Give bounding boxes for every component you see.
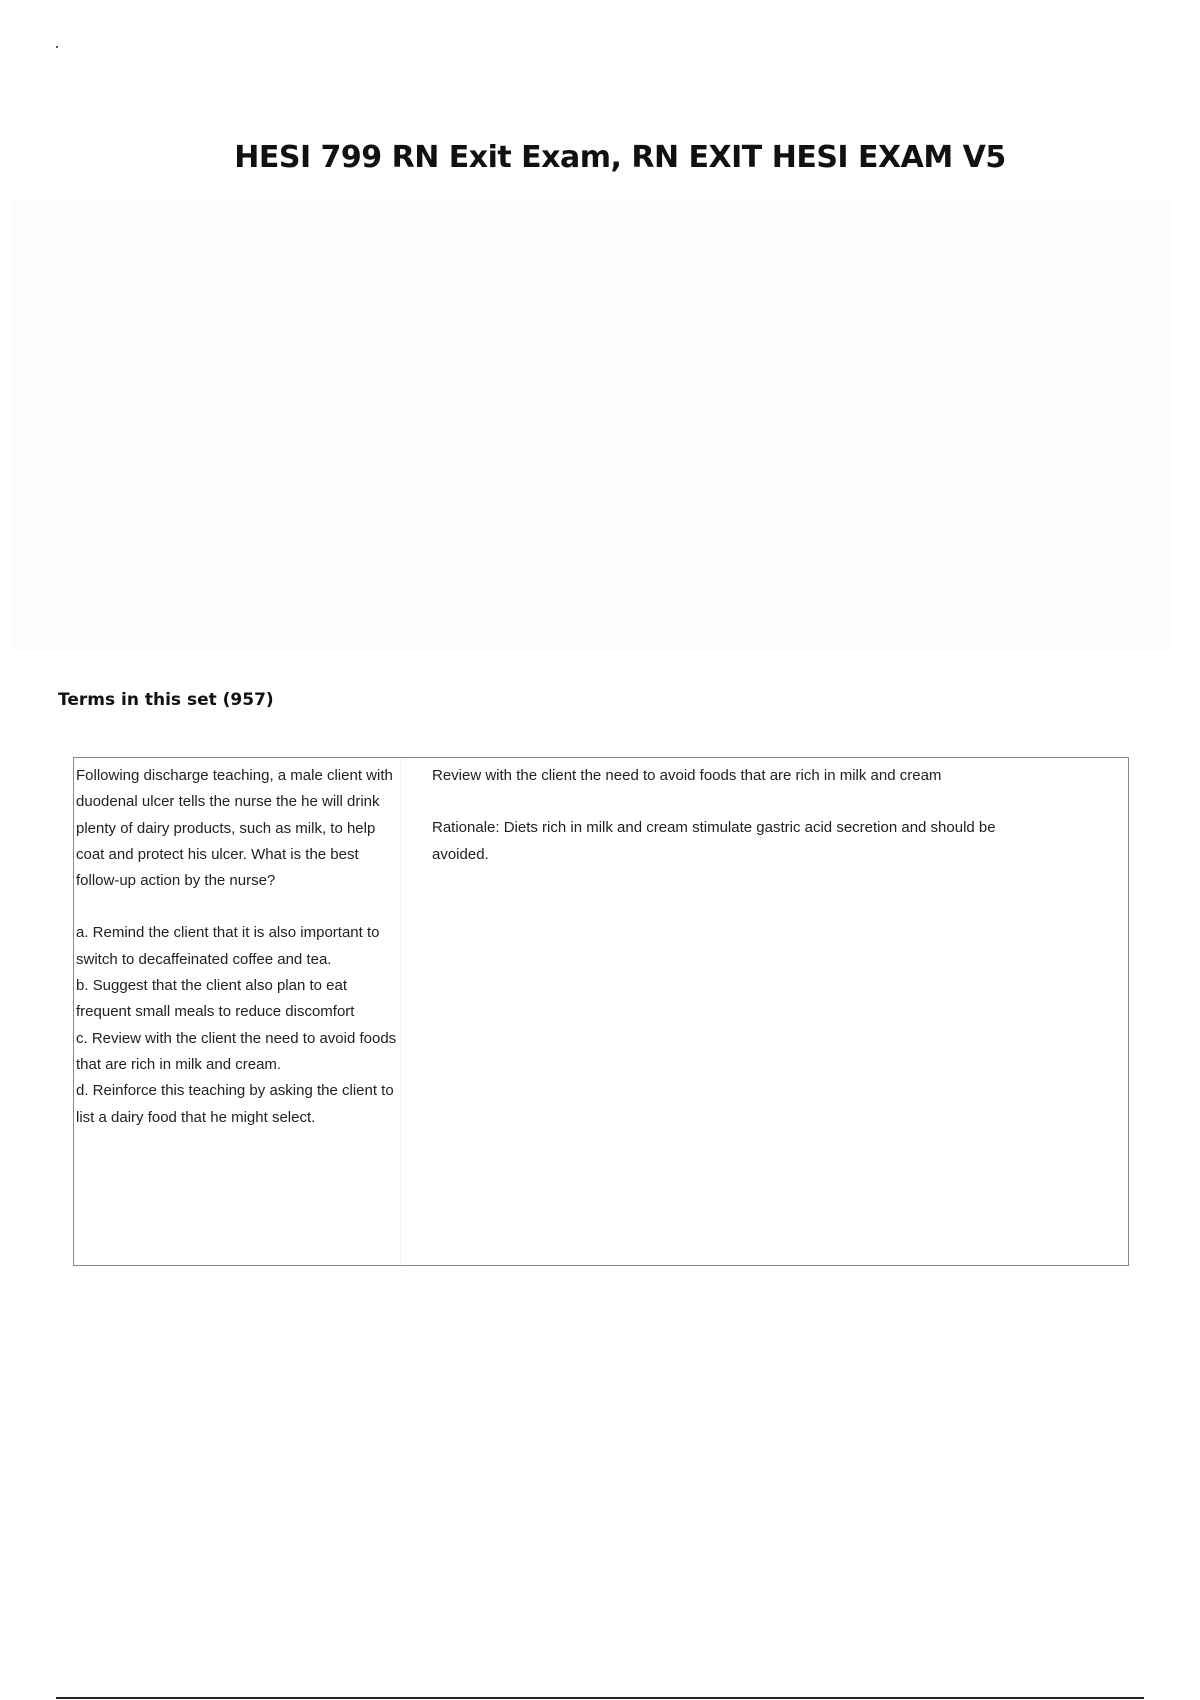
- document-title: HESI 799 RN Exit Exam, RN EXIT HESI EXAM V5: [234, 140, 1006, 175]
- definition-cell: [401, 758, 1128, 1265]
- answer-text: Review with the client the need to avoid foods that are rich in milk and cream: [432, 767, 942, 784]
- option-d: d. Reinforce this teaching by asking the client to list a dairy food that he might select.: [76, 1082, 394, 1126]
- terms-set-heading: Terms in this set (957): [58, 690, 274, 710]
- flashcard-row: [73, 757, 1129, 1266]
- option-a: a. Remind the client that it is also important to switch to decaffeinated coffee and tea.: [76, 924, 380, 968]
- term-cell: [74, 758, 401, 1265]
- answer-options-list: [76, 920, 400, 1130]
- faded-watermark-area: [10, 200, 1170, 650]
- footer-divider: [56, 1697, 1144, 1699]
- rationale-text: Rationale: Diets rich in milk and cream stimulate gastric acid secretion and should be avoided.: [432, 819, 996, 863]
- question-text: Following discharge teaching, a male client with duodenal ulcer tells the nurse the he will drink plenty of dairy products, such as milk, to help coat and protect his ulcer. What is the best follow-up action by the nurse?: [76, 767, 393, 890]
- option-c: c. Review with the client the need to avoid foods that are rich in milk and cream.: [76, 1029, 397, 1073]
- option-b: b. Suggest that the client also plan to eat frequent small meals to reduce discomfort: [76, 977, 355, 1021]
- page-corner-mark: [56, 46, 58, 48]
